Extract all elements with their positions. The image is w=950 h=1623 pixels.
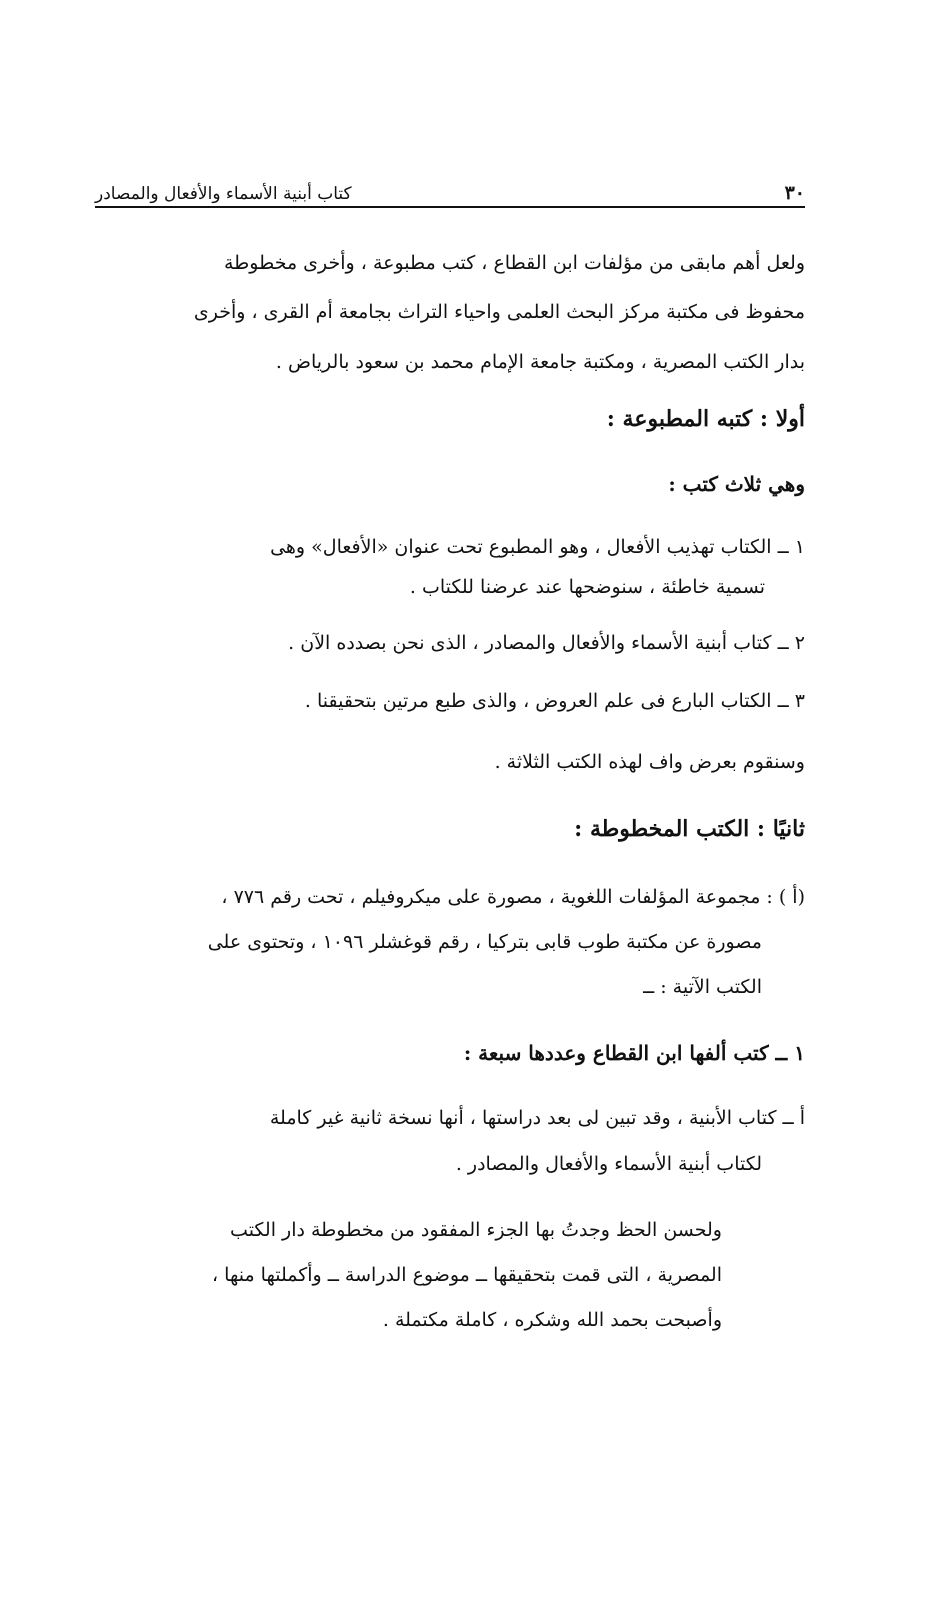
list-item-1-line-2: تسمية خاطئة ، سنوضحها عند عرضنا للكتاب . — [409, 576, 765, 598]
list-item-2: ٢ ــ كتاب أبنية الأسماء والأفعال والمصادر ، الذى نحن بصدده الآن . — [288, 632, 805, 654]
item-a-line-2: مصورة عن مكتبة طوب قابى بتركيا ، رقم قوغشلر ١٠٩٦ ، وتحتوى على — [207, 931, 762, 953]
page-number: ٣٠ — [784, 182, 805, 204]
section-heading-printed: أولا : كتبه المطبوعة : — [606, 406, 805, 432]
note-line-2: المصرية ، التى قمت بتحقيقها ــ موضوع الدراسة ــ وأكملتها منها ، — [212, 1264, 722, 1286]
intro-line-2: محفوظ فى مكتبة مركز البحث العلمى واحياء التراث بجامعة أم القرى ، وأخرى — [193, 301, 805, 323]
sub-item-a-line-1: أ ــ كتاب الأبنية ، وقد تبين لى بعد دراستها ، أنها نسخة ثانية غير كاملة — [269, 1107, 805, 1129]
intro-line-1: ولعل أهم مابقى من مؤلفات ابن القطاع ، كتب مطبوعة ، وأخرى مخطوطة — [223, 252, 805, 274]
sub-item-a-line-2: لكتاب أبنية الأسماء والأفعال والمصادر . — [455, 1153, 762, 1175]
intro-line-3: بدار الكتب المصرية ، ومكتبة جامعة الإمام محمد بن سعود بالرياض . — [275, 351, 805, 373]
running-title: كتاب أبنية الأسماء والأفعال والمصادر — [95, 184, 352, 204]
section-intro: وهي ثلاث كتب : — [668, 472, 805, 496]
header-rule — [95, 206, 805, 208]
note-line-1: ولحسن الحظ وجدتُ بها الجزء المفقود من مخطوطة دار الكتب — [230, 1219, 722, 1241]
note-line-3: وأصبحت بحمد الله وشكره ، كاملة مكتملة . — [382, 1309, 722, 1331]
list-item-1-line-1: ١ ــ الكتاب تهذيب الأفعال ، وهو المطبوع تحت عنوان «الأفعال» وهى — [270, 536, 805, 558]
list-item-3: ٣ ــ الكتاب البارع فى علم العروض ، والذى طبع مرتين بتحقيقنا . — [304, 690, 805, 712]
section-closing: وسنقوم بعرض واف لهذه الكتب الثلاثة . — [494, 751, 805, 773]
subheading-seven-books: ١ ــ كتب ألفها ابن القطاع وعددها سبعة : — [463, 1041, 805, 1065]
running-header — [95, 170, 805, 204]
section-heading-manuscripts: ثانيًا : الكتب المخطوطة : — [574, 816, 805, 842]
item-a-line-1: (أ ) : مجموعة المؤلفات اللغوية ، مصورة على ميكروفيلم ، تحت رقم ٧٧٦ ، — [221, 886, 805, 908]
item-a-line-3: الكتب الآتية : ــ — [643, 976, 762, 998]
